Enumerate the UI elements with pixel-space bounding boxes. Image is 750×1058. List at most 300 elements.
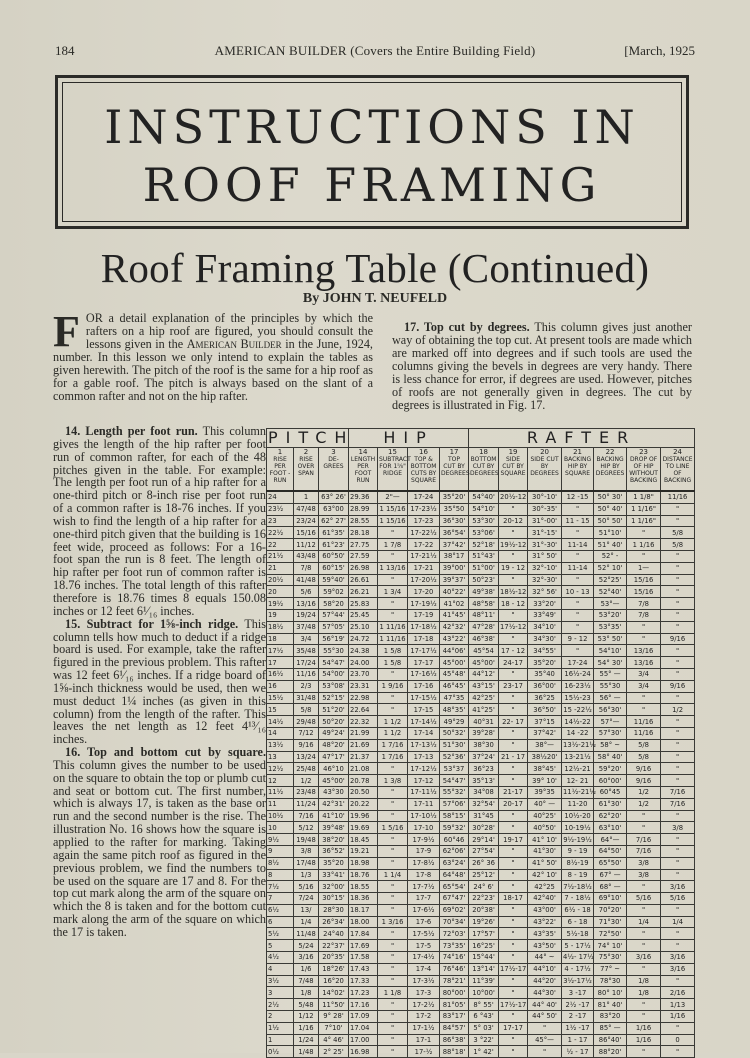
table-cell: 37°42' [528,727,562,739]
table-cell: 37/48 [294,621,319,633]
table-cell: 35/48 [294,645,319,657]
table-cell: 31°-15' [528,527,562,539]
magazine-title: AMERICAN BUILDER (Covers the Entire Building Field) [214,43,536,58]
table-cell: 30°-35' [528,503,562,515]
table-cell: 1/4 [627,916,661,928]
table-cell: 17-6 [408,916,440,928]
column-header: RISE PER FOOT -RUN [267,456,294,491]
table-cell: 17.04 [349,1022,378,1034]
table-cell: " [378,1046,408,1058]
table-cell: " [378,940,408,952]
table-cell: 5½ [267,928,294,940]
table-cell: 15½ [267,692,294,704]
table-cell: " [499,904,528,916]
table-cell: " [562,503,594,515]
table-cell: 64°50' [594,845,627,857]
table-cell: 13-21½ [562,751,594,763]
table-cell: " [661,692,695,704]
table-cell: 70°20' [594,904,627,916]
table-cell: " [378,598,408,610]
table-cell: 67° — [594,869,627,881]
column-number: 16 [408,448,440,457]
table-cell: 21 [267,562,294,574]
table-cell: 12 -15 [562,491,594,503]
table-cell: 24-17 [499,657,528,669]
table-cell: 1 1/2 [378,716,408,728]
table-cell: " [499,845,528,857]
table-cell: 17-22½ [408,527,440,539]
table-cell: 47°17' [319,751,349,763]
table-cell: 74° 10' [594,940,627,952]
table-cell: 6 [267,916,294,928]
table-cell: " [562,574,594,586]
table-row [267,751,695,763]
table-cell: 58°20 [319,598,349,610]
table-cell: 7/8 [627,609,661,621]
table-row [267,621,695,633]
group-rafter: RAFTER [469,429,695,448]
table-cell: 33°49' [528,609,562,621]
table-cell: " [661,503,695,515]
table-cell: 5/12 [294,822,319,834]
table-cell: 50°20' [319,716,349,728]
table-cell: 63°00 [319,503,349,515]
table-cell: 17-21½ [408,550,440,562]
byline: By JOHN T. NEUFELD [302,291,448,306]
title-box [55,75,689,229]
table-cell: " [378,834,408,846]
table-cell: 12- 21 [562,775,594,787]
table-row [267,952,695,964]
table-cell: 1/16 [627,1022,661,1034]
table-cell: 17-7½ [408,881,440,893]
table-cell: 23-17 [499,680,528,692]
table-cell: 29°14' [469,834,499,846]
table-cell: 53°30' [469,515,499,527]
table-cell: 23.70 [349,668,378,680]
table-row [267,987,695,999]
table-cell: 40°50' [528,822,562,834]
table-cell: 43°22' [440,633,469,645]
table-cell: 17-5 [408,940,440,952]
table-cell: 22½ [267,527,294,539]
table-cell: 32°-10' [528,562,562,574]
table-cell: 9½ [267,834,294,846]
title-line-1: INSTRUCTIONS IN [104,100,640,154]
table-cell: 41° 10' [528,834,562,846]
table-cell: 50°23' [469,574,499,586]
table-cell: " [499,928,528,940]
table-row [267,940,695,952]
table-cell: 55°30 [319,645,349,657]
table-cell: 80° 10' [594,987,627,999]
table-cell: 35°50 [440,503,469,515]
table-cell: 16 [267,680,294,692]
table-cell: " [661,1022,695,1034]
table-cell: 1 1/8" [627,491,661,503]
table-cell: " [661,550,695,562]
column-number: 3 [319,448,349,457]
table-cell: " [661,857,695,869]
table-cell: 31° 50' [528,550,562,562]
table-cell: " [499,739,528,751]
table-cell: 57°44' [319,609,349,621]
table-cell: " [661,515,695,527]
table-cell: 51°10' [594,527,627,539]
table-cell: 19.69 [349,822,378,834]
table-cell: 6 °43' [469,1011,499,1023]
table-cell: 73°35' [440,940,469,952]
drop-cap: F [53,307,80,356]
table-cell: " [661,586,695,598]
table-cell: 61°23' [319,539,349,551]
table-cell: 1 11/16 [379,623,406,632]
table-cell: 17.33 [349,975,378,987]
column-header: BACKING HIP BY DEGREES [594,456,627,491]
table-cell: 86°38' [440,1034,469,1046]
table-cell: 5/6 [294,586,319,598]
table-cell: " [627,963,661,975]
table-cell: 17-23½ [408,503,440,515]
table-cell: 17-14 [408,727,440,739]
table-cell: 41° 50' [528,857,562,869]
table-cell: 13°14' [469,963,499,975]
column-number: 2 [294,448,319,457]
table-cell: 14°02' [319,987,349,999]
table-cell: 43°00' [528,904,562,916]
table-cell: 38°30 [469,739,499,751]
table-row [267,904,695,916]
table-cell: 7/16 [627,845,661,857]
table-cell: 72°03' [440,928,469,940]
table-cell: 39°35 [528,786,562,798]
table-cell: 53°35' [594,621,627,633]
table-cell: " [499,1011,528,1023]
table-cell: 71°30' [594,916,627,928]
table-cell: " [627,904,661,916]
table-cell: 11 - 15 [562,515,594,527]
table-cell: 38°— [528,739,562,751]
table-cell: 17-8½ [408,857,440,869]
table-cell: " [627,692,661,704]
table-cell: 25/48 [294,763,319,775]
table-cell: 1/2 [294,775,319,787]
table-row [267,881,695,893]
table-cell: 39°28' [469,727,499,739]
table-cell: " [661,869,695,881]
table-cell: 50°32' [440,727,469,739]
table-cell: 17-18½ [408,621,440,633]
table-cell: 22°37' [319,940,349,952]
table-cell: 88°18' [440,1046,469,1058]
table-cell: " [562,609,594,621]
table-cell: 58° ~ [594,739,627,751]
table-cell: 18 [267,633,294,645]
table-cell: 2½ [267,999,294,1011]
table-cell: 17-19 [408,609,440,621]
table-cell: 6 - 18 [562,916,594,928]
table-cell: 26.98 [349,562,378,574]
column-header: BOTTOM CUT BY DEGREES [469,456,499,491]
column-number: 20 [528,448,562,457]
table-cell: 44°30' [528,987,562,999]
table-cell: 5/16 [661,893,695,905]
column-header: TOP CUT BY DEGREES [440,456,469,491]
table-cell: 18.55 [349,881,378,893]
table-cell: 1 3/4 [378,586,408,598]
table-cell: 7/48 [294,975,319,987]
table-cell: 38°20' [319,834,349,846]
table-cell: " [499,1034,528,1046]
table-cell: 42°25 [528,881,562,893]
table-cell: " [627,999,661,1011]
intro-text-b: in the June, 1924, number. In this lesson we only intend to explain the tables as given herewith. The pitch of the roof is the same for a hip roof as for a gable roof. The pitch is always based on the slant of a common rafter and not on the hip rafter. [53,337,373,403]
table-column-number-row [267,448,695,457]
table-cell: 18½-12 [500,587,527,596]
table-cell: " [627,822,661,834]
table-cell: 27.59 [349,550,378,562]
table-cell: 17-1 [408,1034,440,1046]
table-cell: 53°— [594,598,627,610]
table-cell: 11-14 [562,562,594,574]
table-cell: " [499,503,528,515]
table-cell: 20½ [267,574,294,586]
table-cell: 60°15' [319,562,349,574]
table-cell: 5/48 [294,999,319,1011]
table-cell: 1 1/2 [378,727,408,739]
table-cell: 17-18 [408,633,440,645]
table-row [267,775,695,787]
table-cell: 1 15/16 [379,505,406,514]
table-cell: 38½20' [528,751,562,763]
table-cell: 26.61 [349,574,378,586]
table-cell: 48°58' [469,598,499,610]
table-cell: 20½-12 [499,491,528,503]
table-cell: 52° - [594,550,627,562]
table-cell: " [378,845,408,857]
table-cell: 34°55' [528,645,562,657]
table-cell: 1 3/8 [378,775,408,787]
table-cell: 7/12 [294,727,319,739]
table-cell: 16°20 [319,975,349,987]
section-16-paragraph [53,746,266,939]
table-row [267,586,695,598]
table-cell: 22- 17 [499,716,528,728]
table-cell: 3/4 [294,633,319,645]
table-cell: 48°35' [440,704,469,716]
column-number: 14 [349,448,378,457]
table-cell: " [562,598,594,610]
table-cell: 46°10 [319,763,349,775]
table-cell: 74°16' [440,952,469,964]
table-cell: 1½ -17 [562,1022,594,1034]
table-cell: 1/2 [627,798,661,810]
table-cell: 45°54 [469,645,499,657]
table-cell: 17-16½ [408,668,440,680]
table-cell: 42°40' [528,893,562,905]
table-cell: 57°05' [319,621,349,633]
table-cell: 10 - 13 [562,586,594,598]
table-cell: 11 [267,798,294,810]
table-cell: 23 [267,515,294,527]
table-cell: " [378,574,408,586]
table-cell: 12 [267,775,294,787]
column-number: 15 [378,448,408,457]
table-cell: 42°32' [440,621,469,633]
table-cell: 55°32' [440,786,469,798]
table-cell: " [378,952,408,964]
column-number: 21 [562,448,594,457]
table-cell: 13/ [294,904,319,916]
table-cell: 17-10 [408,822,440,834]
table-cell: 53°20' [594,609,627,621]
table-cell: 0 [661,1034,695,1046]
table-cell: 22°23' [469,893,499,905]
table-cell: 28°30 [319,904,349,916]
table-cell: 78°30 [594,975,627,987]
column-number: 22 [594,448,627,457]
table-cell: " [499,633,528,645]
table-cell: 7½-18½ [563,882,592,891]
table-cell: 51°20' [319,704,349,716]
table-cell: 8 - 19 [562,869,594,881]
table-cell: 43°22' [528,916,562,928]
table-cell: " [378,798,408,810]
table-cell: 17 [267,657,294,669]
table-cell: 7°10' [319,1022,349,1034]
table-cell: 69°10' [594,893,627,905]
table-cell: 19.96 [349,810,378,822]
table-cell: 32°54' [469,798,499,810]
table-cell: 45°00' [440,657,469,669]
section-16-heading: 16. Top and bottom cut by square. [65,745,266,760]
table-cell: 20-12 [499,515,528,527]
section-16-body: This column gives the number to be used on the square to obtain the top or plumb cut and seat or bottom cut. The first number, which is always 17, is taken as the base or run and the second number is the rise. The illustration No. 16 shows how the square is applied to the rafter for marking. Taking again the same pitch roof as figured in the previous problem, we find the numbers to be used on the square are 17 and 8. For the top cut mark along the arm of the square on which the 8 is taken and for the bottom cut mark along the arm of the square on which the 17 is taken. [53,757,266,939]
table-row [267,704,695,716]
table-cell: 17-11 [408,798,440,810]
column-header: DROP OF OF HIP WITHOUT BACKING [627,456,661,491]
table-cell: 33°41' [319,869,349,881]
table-cell: " [499,775,528,787]
table-cell: 53° 50' [594,633,627,645]
table-cell: 17-1½ [408,1022,440,1034]
table-cell: 15/16 [627,574,661,586]
table-cell: " [378,763,408,775]
table-cell: 38°17 [440,550,469,562]
table-cell: 47/48 [294,503,319,515]
table-cell: 72°50' [594,928,627,940]
table-cell: " [562,550,594,562]
table-cell: 4° 46' [319,1034,349,1046]
table-cell: " [661,751,695,763]
table-cell: 5½-18 [562,928,594,940]
table-cell: 24 [267,491,294,503]
table-cell: " [378,857,408,869]
table-cell: " [378,1034,408,1046]
table-cell: 63°24' [440,857,469,869]
table-cell: 60°50' [319,550,349,562]
table-cell: " [378,668,408,680]
table-cell: 7/8 [294,562,319,574]
table-cell: 3 -17 [562,987,594,999]
table-cell: 17-22 [408,539,440,551]
table-cell: 11/16 [294,668,319,680]
table-cell: 9½-19½ [563,835,592,844]
table-cell: 3½-17½ [563,977,592,986]
table-cell: 17.00 [349,1034,378,1046]
table-cell: 7/16 [661,798,695,810]
table-cell: 39°00' [440,562,469,574]
table-cell: 1 [267,1034,294,1046]
table-cell: " [661,609,695,621]
table-cell: 41°10' [319,810,349,822]
table-cell: 17-11½ [408,786,440,798]
table-cell: 18 - 12 [499,598,528,610]
table-cell: 5/16 [294,881,319,893]
table-cell: 8½-19 [562,857,594,869]
table-cell: 3/8 [627,869,661,881]
table-cell: 1/2 [661,704,695,716]
table-cell: 15½-23 [562,692,594,704]
table-cell: 60°45 [594,786,627,798]
intro-text-a: OR a detail explanation of the principles by which the rafters on a hip roof are figured, you should consult the lessons given in the [85,311,373,351]
table-cell: 65°50' [594,857,627,869]
table-cell: 19 - 12 [499,562,528,574]
table-cell: 7/16 [661,786,695,798]
table-cell: " [499,822,528,834]
table-cell: 54° 30' [594,657,627,669]
table-cell: 1/12 [294,1011,319,1023]
table-cell: 54°00' [319,668,349,680]
section-17-body: This column gives just another way of obtaining the top cut. At present tools are made which are marked off into degrees and if such tools are used the columns giving the bevels in degrees are very handy. There is less chance for error, if degrees are used. However, pitches of roofs are not generally given in degrees. The cut by degrees is illustrated in Fig. 17. [392,320,692,412]
table-row [267,845,695,857]
table-cell: 1 1/16" [627,515,661,527]
table-cell: 17-2½ [408,999,440,1011]
table-cell: 45°00' [469,657,499,669]
table-cell: 65°54' [440,881,469,893]
table-cell: 62°06' [440,845,469,857]
table-cell: 10-19½ [562,822,594,834]
table-cell: 3/16 [661,881,695,893]
table-cell: 20-17 [499,798,528,810]
table-cell: 35°13' [469,775,499,787]
table-cell: 19°26' [469,916,499,928]
table-cell: 5/24 [294,940,319,952]
table-cell: 13/24 [294,751,319,763]
table-cell: 15 [267,704,294,716]
table-cell: 18.00 [349,916,378,928]
group-hip: HIP [349,429,469,448]
table-cell: 13/16 [627,645,661,657]
table-row [267,550,695,562]
table-row [267,657,695,669]
table-cell: 9/16 [627,763,661,775]
table-cell: 12½ [267,763,294,775]
table-cell: 61°35' [319,527,349,539]
table-cell: " [661,845,695,857]
table-cell: 17.84 [349,928,378,940]
table-row [267,574,695,586]
table-cell: 16-23½ [562,680,594,692]
table-cell: 44°10' [528,963,562,975]
table-cell: 18.76 [349,869,378,881]
table-cell: 44°06' [440,645,469,657]
table-cell: 56° — [594,692,627,704]
table-cell: 20.50 [349,786,378,798]
table-cell: 63° 26' [319,491,349,503]
table-cell: 30°-10' [528,491,562,503]
table-cell: 10°00' [469,987,499,999]
